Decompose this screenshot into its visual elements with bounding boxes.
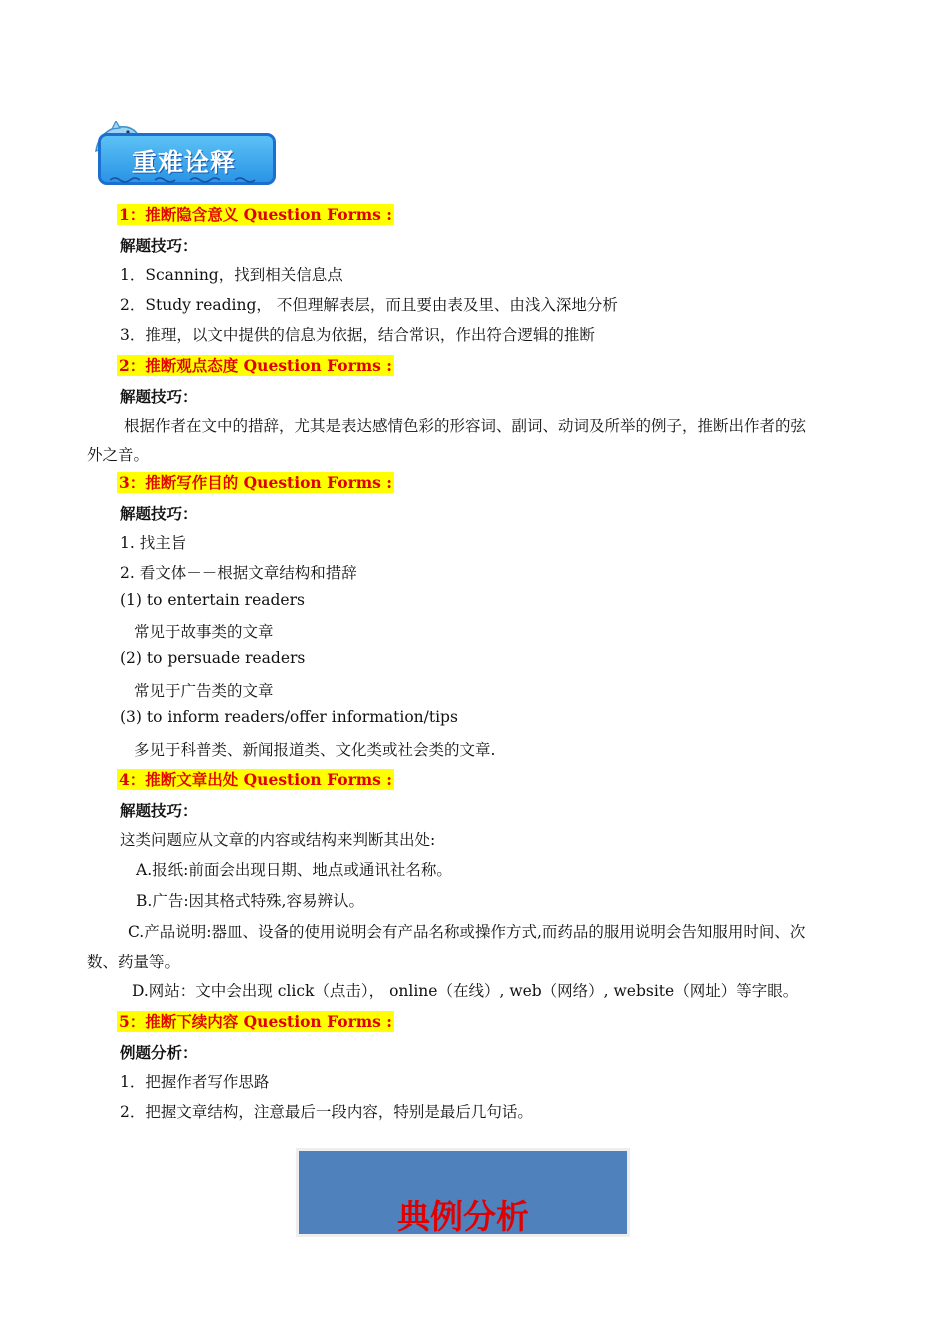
section-4-tips-label: 解题技巧： xyxy=(120,801,198,820)
section-1-tips-label: 解题技巧： xyxy=(120,236,198,255)
banner-title: 重难诠释 xyxy=(132,148,237,177)
section-1-line: 3．推理，以文中提供的信息为依据，结合常识，作出符合逻辑的推断 xyxy=(120,326,595,344)
section-4-item-d: D.网站：文中会出现 click（点击）， online（在线）, web（网络）, website（网址）等字眼。 xyxy=(132,982,799,1000)
section-3-line: (3) to inform readers/offer information/tips xyxy=(120,708,458,726)
section-3-line: 多见于科普类、新闻报道类、文化类或社会类的文章. xyxy=(134,741,496,759)
section-4-item-c-line2: 数、药量等。 xyxy=(87,953,181,971)
section-4-intro: 这类问题应从文章的内容或结构来判断其出处: xyxy=(120,831,436,849)
example-banner-title: 典例分析 xyxy=(397,1197,529,1236)
section-2-tips-label: 解题技巧： xyxy=(120,387,198,406)
section-5-line: 1．把握作者写作思路 xyxy=(120,1073,270,1091)
section-3-heading: 3：推断写作目的 Question Forms : xyxy=(119,473,392,492)
section-3-line: 常见于广告类的文章 xyxy=(134,682,274,700)
section-3-line: 常见于故事类的文章 xyxy=(134,623,274,641)
section-banner xyxy=(92,121,280,189)
section-2-paragraph-line1: 根据作者在文中的措辞，尤其是表达感情色彩的形容词、副词、动词及所举的例子，推断出作者的弦 xyxy=(124,417,807,435)
section-5-line: 2．把握文章结构，注意最后一段内容，特别是最后几句话。 xyxy=(120,1103,533,1121)
section-1-line: 2．Study reading， 不但理解表层，而且要由表及里、由浅入深地分析 xyxy=(120,296,618,314)
section-3-tips-label: 解题技巧： xyxy=(120,504,198,523)
section-4-item-c-line1: C.产品说明:器皿、设备的使用说明会有产品名称或操作方式,而药品的服用说明会告知服用时间、次 xyxy=(128,923,806,941)
section-2-heading: 2：推断观点态度 Question Forms : xyxy=(119,356,392,375)
section-4-item-b: B.广告:因其格式特殊,容易辨认。 xyxy=(136,892,364,910)
section-2-paragraph-line2: 外之音。 xyxy=(87,446,150,464)
section-4-item-a: A.报纸:前面会出现日期、地点或通讯社名称。 xyxy=(136,861,452,879)
example-banner xyxy=(296,1148,630,1237)
section-5-heading: 5：推断下续内容 Question Forms : xyxy=(119,1012,392,1031)
section-3-line: 2. 看文体－－根据文章结构和措辞 xyxy=(120,564,357,582)
section-3-line: (2) to persuade readers xyxy=(120,649,306,667)
section-4-heading: 4：推断文章出处 Question Forms : xyxy=(119,770,392,789)
section-3-line: (1) to entertain readers xyxy=(120,591,305,609)
wave-decoration xyxy=(110,176,260,184)
section-1-heading: 1：推断隐含意义 Question Forms : xyxy=(119,205,392,224)
section-5-tips-label: 例题分析： xyxy=(120,1043,198,1062)
section-3-line: 1. 找主旨 xyxy=(120,534,187,552)
section-1-line: 1．Scanning，找到相关信息点 xyxy=(120,266,343,284)
